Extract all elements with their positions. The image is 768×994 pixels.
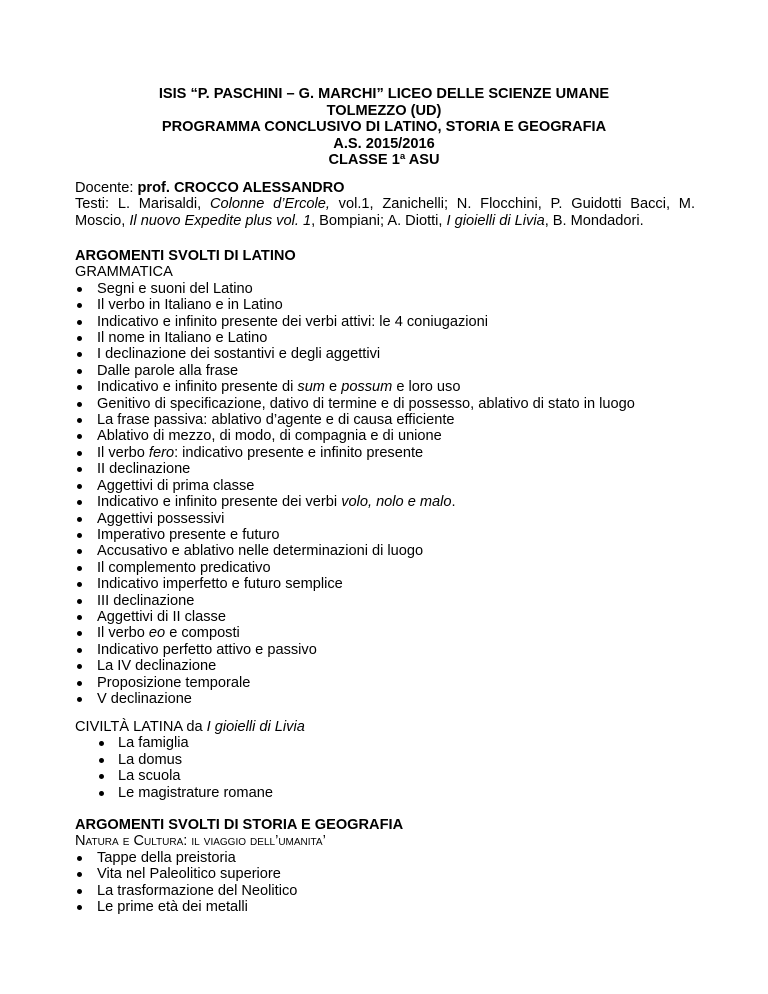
item-text: Il verbo [97,444,149,461]
civilization-section [75,719,695,801]
history-topic-list [75,850,695,916]
latin-section-title: ARGOMENTI SVOLTI DI LATINO [75,248,296,264]
program-title: PROGRAMMA CONCLUSIVO DI LATINO, STORIA E GEOGRAFIA [161,119,607,135]
textbooks-part: Moscio, [75,212,130,229]
list-item: Indicativo perfetto attivo e passivo [75,642,695,658]
item-text: Indicativo e infinito presente di [97,379,298,396]
item-latin-word: possum [341,379,393,396]
civilization-book-title: I gioielli di Livia [206,719,305,735]
school-name: ISIS “P. PASCHINI – G. MARCHI” LICEO DELLE SCIENZE UMANE [158,86,610,102]
item-text: Il verbo [97,625,149,642]
item-text: : indicativo presente e infinito presente [174,444,424,461]
textbooks-part: vol.1, Zanichelli; N. Flocchini, P. Guidotti Bacci, M. [329,196,696,213]
list-item: La domus [75,752,695,768]
item-latin-word: volo, nolo e malo [341,494,452,511]
list-item: Vita nel Paleolitico superiore [75,866,695,882]
grammar-subtitle: GRAMMATICA [75,264,173,281]
textbooks-part: , B. Mondadori. [544,212,644,229]
textbooks-part: Testi: L. Marisaldi, [75,196,210,213]
list-item: Aggettivi di II classe [75,609,695,625]
item-text: e loro uso [392,379,461,396]
list-item: Genitivo di specificazione, dativo di termine e di possesso, ablativo di stato in luogo [75,396,695,412]
list-item [75,494,695,510]
list-item: Aggettivi possessivi [75,511,695,527]
list-item [75,379,695,395]
list-item: Indicativo e infinito presente dei verbi attivi: le 4 coniugazioni [75,314,695,330]
list-item: Indicativo imperfetto e futuro semplice [75,576,695,592]
teacher-name: prof. CROCCO ALESSANDRO [137,180,345,196]
list-item: V declinazione [75,691,695,707]
list-item: Tappe della preistoria [75,850,695,866]
list-item: Dalle parole alla frase [75,363,695,379]
list-item: Il verbo in Italiano e in Latino [75,297,695,313]
list-item: Imperativo presente e futuro [75,527,695,543]
latin-topic-list [75,281,695,708]
teacher-line [75,180,695,196]
list-item: Il nome in Italiano e Latino [75,330,695,346]
list-item: La IV declinazione [75,658,695,674]
item-text: . [451,494,456,511]
list-item: Aggettivi di prima classe [75,478,695,494]
latin-section [75,248,695,707]
list-item: Ablativo di mezzo, di modo, di compagnia e di unione [75,428,695,444]
civilization-title-text: CIVILTÀ LATINA da [75,719,207,735]
list-item: La famiglia [75,735,695,751]
civilization-title [75,719,695,735]
list-item [75,625,695,641]
list-item: Proposizione temporale [75,675,695,691]
school-city: TOLMEZZO (UD) [326,102,442,119]
textbooks [75,196,695,229]
document-header [0,86,768,169]
textbooks-line-2 [75,213,695,229]
textbooks-part: , Bompiani; A. Diotti, [311,212,447,229]
item-latin-word: sum [297,379,325,396]
item-latin-word: eo [148,625,166,642]
history-section-title: ARGOMENTI SVOLTI DI STORIA E GEOGRAFIA [75,817,404,833]
list-item: Le prime età dei metalli [75,899,695,915]
list-item: La frase passiva: ablativo d’agente e di causa efficiente [75,412,695,428]
textbook-title: I gioielli di Livia [446,212,545,229]
textbook-title: Colonne d’Ercole, [209,196,330,213]
list-item: Accusativo e ablativo nelle determinazioni di luogo [75,543,695,559]
item-text: Indicativo e infinito presente dei verbi [97,494,342,511]
teacher-label: Docente: [75,180,138,196]
school-year: A.S. 2015/2016 [333,135,435,152]
history-geography-section [75,817,695,915]
list-item: Segni e suoni del Latino [75,281,695,297]
list-item: I declinazione dei sostantivi e degli aggettivi [75,346,695,362]
list-item: Il complemento predicativo [75,560,695,576]
list-item: La trasformazione del Neolitico [75,883,695,899]
list-item: III declinazione [75,593,695,609]
list-item: La scuola [75,768,695,784]
item-text: e [324,379,342,396]
class-name: CLASSE 1ª ASU [328,152,440,168]
history-subtitle: Natura e Cultura: il viaggio dell’umanita’ [75,833,326,850]
textbooks-line-1 [75,196,695,212]
item-latin-word: fero [148,444,175,461]
teacher-info [75,180,695,229]
list-item [75,445,695,461]
list-item: Le magistrature romane [75,785,695,801]
list-item: II declinazione [75,461,695,477]
civilization-topic-list [75,735,695,801]
item-text: e composti [165,625,240,642]
textbook-title: Il nuovo Expedite plus vol. 1 [129,212,312,229]
